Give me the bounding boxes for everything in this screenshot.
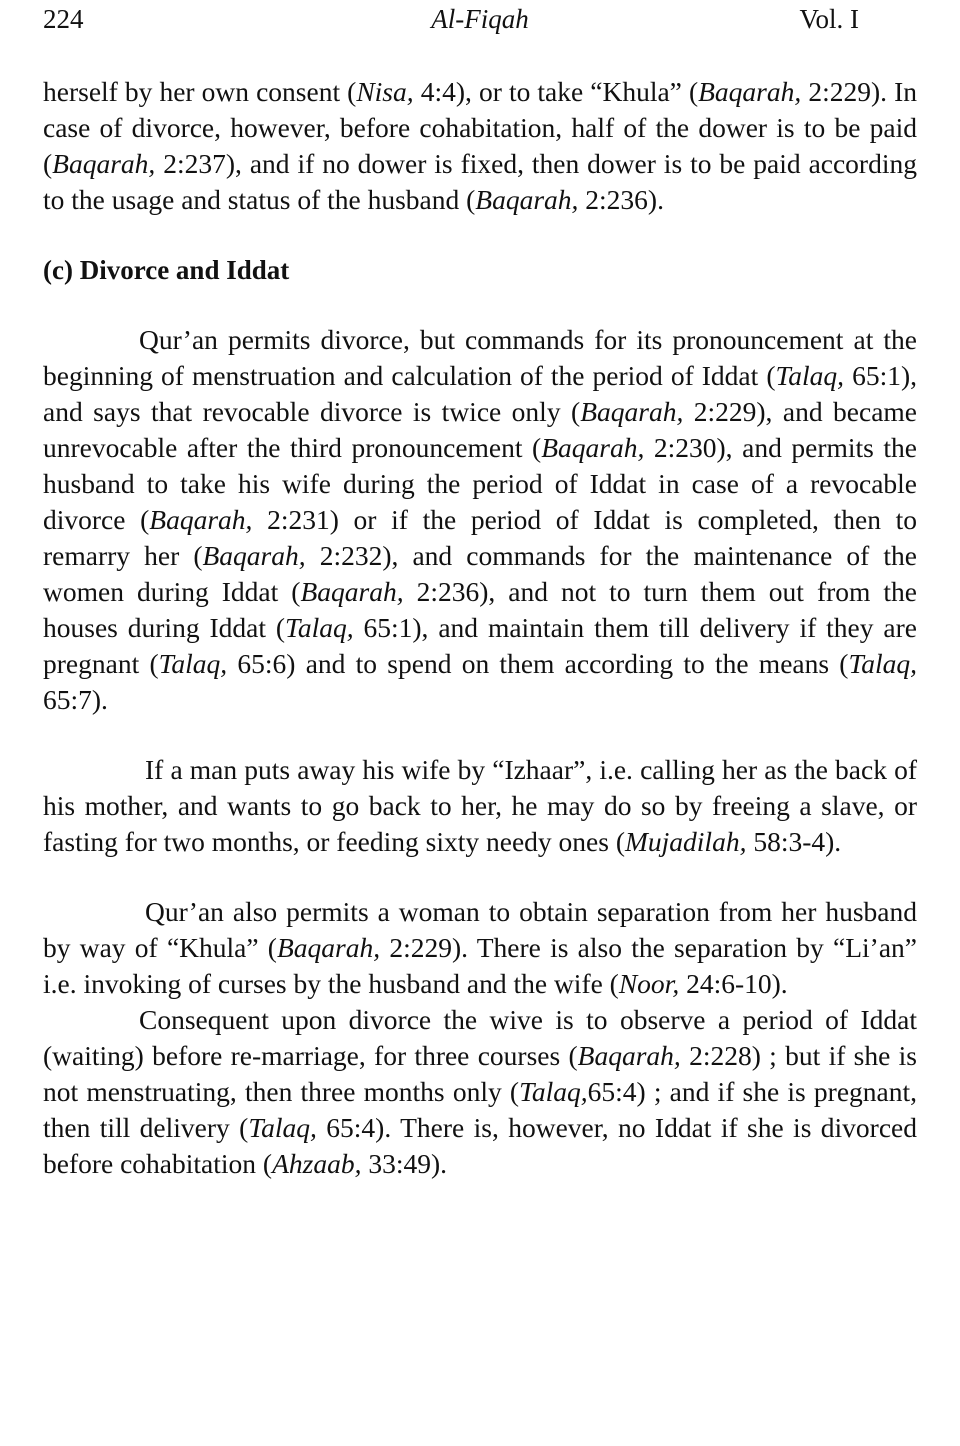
text-run: Qur’an also permits a woman to obtain separation from her husband by way of “Khula” ( xyxy=(43,896,917,963)
text-run: 65:4). There is, however, no Iddat if she is divorced before cohabitation ( xyxy=(43,1112,917,1179)
citation-surah-name: Mujadilah, xyxy=(624,826,747,857)
text-run: 2:236). xyxy=(578,184,664,215)
citation-surah-name: Baqarah, xyxy=(541,432,645,463)
text-run: 65:1), and maintain them till delivery if they are pregnant ( xyxy=(43,612,917,679)
text-run: 2:228) ; but if she is not menstruating, then three months only ( xyxy=(43,1040,917,1107)
text-run: 58:3-4). xyxy=(746,826,842,857)
citation-surah-name: Baqarah, xyxy=(276,932,381,963)
text-run: 2:237), and if no dower is fixed, then dower is to be paid according to the usage and status of the husband ( xyxy=(43,148,917,215)
citation-surah-name: Baqarah, xyxy=(580,396,684,427)
book-title: Al-Fiqah xyxy=(431,4,529,34)
text-run: 2:236), and not to turn them out from the houses during Iddat ( xyxy=(43,576,917,643)
paragraph-continuation xyxy=(43,74,917,218)
citation-surah-name: Noor, xyxy=(618,968,680,999)
citation-surah-name: Baqarah, xyxy=(149,504,253,535)
citation-surah-name: Nisa, xyxy=(356,76,414,107)
text-run: 2:229). In case of divorce, however, before cohabitation, half of the dower is to be paid ( xyxy=(43,76,917,179)
paragraph-khula-lian xyxy=(43,894,917,1002)
citation-surah-name: Talaq, xyxy=(158,648,228,679)
text-run: 4:4), or to take “Khula” ( xyxy=(413,76,699,107)
citation-surah-name: Talaq, xyxy=(775,360,845,391)
section-heading: (c) Divorce and Iddat xyxy=(43,255,290,285)
text-run: herself by her own consent ( xyxy=(43,76,357,107)
citation-surah-name: Ahzaab, xyxy=(272,1148,362,1179)
citation-surah-name: Baqarah, xyxy=(475,184,579,215)
text-run: Qur’an permits divorce, but commands for its pronouncement at the beginning of menstruation and calculation of the period of Iddat ( xyxy=(43,324,917,391)
text-run: Consequent upon divorce the wive is to observe a period of Iddat (waiting) before re-marriage, for three courses ( xyxy=(43,1004,917,1071)
text-run: 2:231) or if the period of Iddat is completed, then to remarry her ( xyxy=(43,504,917,571)
text-run: 33:49). xyxy=(361,1148,448,1179)
citation-surah-name: Baqarah, xyxy=(577,1040,681,1071)
text-run: 65:1), and says that revocable divorce is twice only ( xyxy=(43,360,917,427)
running-header xyxy=(43,0,917,48)
text-run: 2:229), and became unrevocable after the third pronouncement ( xyxy=(43,396,918,463)
citation-surah-name: Baqarah, xyxy=(698,76,802,107)
book-page xyxy=(43,0,917,1182)
citation-surah-name: Baqarah, xyxy=(52,148,156,179)
text-run: 65:6) and to spend on them according to the means ( xyxy=(227,648,849,679)
paragraph-divorce-rules xyxy=(43,322,917,718)
citation-surah-name: Talaq, xyxy=(848,648,917,679)
text-run: 2:232), and commands for the maintenance of the women during Iddat ( xyxy=(43,540,917,607)
citation-surah-name: Talaq, xyxy=(248,1112,317,1143)
citation-surah-name: Baqarah, xyxy=(202,540,306,571)
text-run: If a man puts away his wife by “Izhaar”, i.e. calling her as the back of his mother, and wants to go back to her, he may do so by freeing a slave, or fasting for two months, or feeding sixty needy ones ( xyxy=(43,754,917,857)
text-run: 65:4) ; and if she is pregnant, then till delivery ( xyxy=(43,1076,918,1143)
text-run: 65:7). xyxy=(43,684,108,715)
text-run: 2:230), and permits the husband to take his wife during the period of Iddat in case of a revocable divorce ( xyxy=(43,432,917,535)
citation-surah-name: Talaq, xyxy=(285,612,354,643)
citation-surah-name: Talaq, xyxy=(519,1076,588,1107)
citation-surah-name: Baqarah, xyxy=(300,576,404,607)
paragraph-izhaar xyxy=(43,752,917,860)
page-number: 224 xyxy=(43,4,84,34)
text-run: 2:229). There is also the separation by “Li’an” i.e. invoking of curses by the husband and the wife ( xyxy=(43,932,917,999)
paragraph-iddat-period xyxy=(43,1002,917,1182)
text-run: 24:6-10). xyxy=(679,968,788,999)
volume-label: Vol. I xyxy=(799,4,859,34)
